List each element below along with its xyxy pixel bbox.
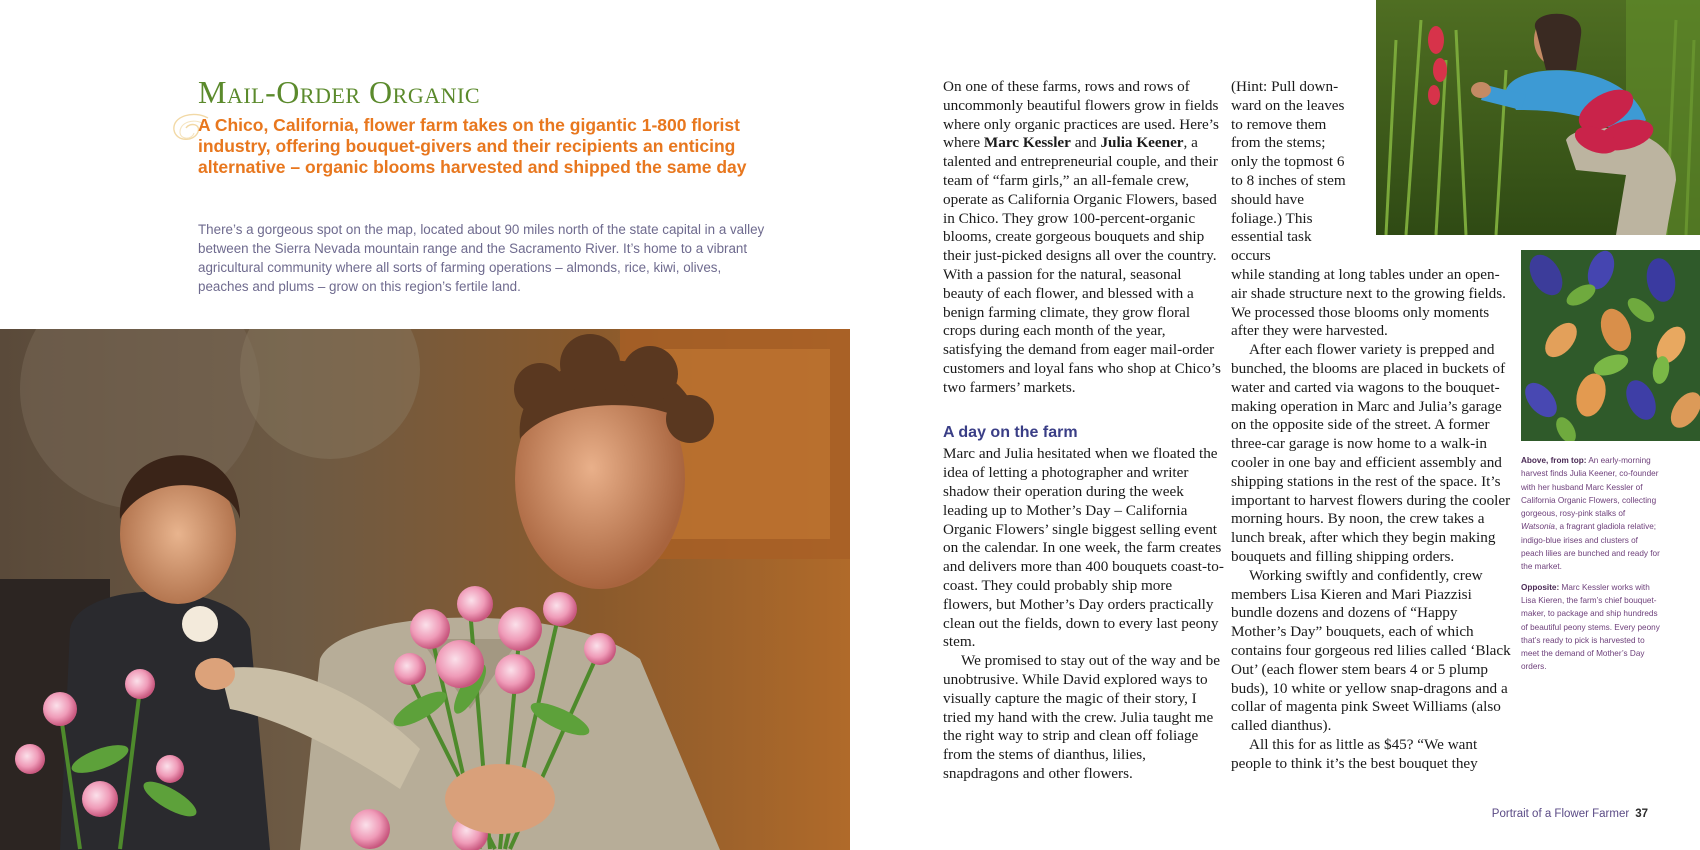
article-intro: There’s a gorgeous spot on the map, located about 90 miles north of the state capital in a valley between the Sierra Nevada mountain range and the Sacramento River. It’s home to a vibrant agricultural community where all sorts of farming operations – almonds, rice, kiwi, olives, peaches and plums – grow on this region’s fertile land. <box>198 222 765 294</box>
section-subhead: A day on the farm <box>943 423 1078 441</box>
body-paragraph: while standing at long tables under an open-air shade structure next to the growing fields. We processed those blooms only moments after they were harvested. <box>1231 265 1506 340</box>
caption-above: Above, from top: An early-morning harvest finds Julia Keener, co-founder with her husband Marc Kessler of California Organic Flowers, collecting gorgeous, rosy-pink stalks of Watsonia, a fragrant gladiola relative; indigo-blue irises and clusters of peach lilies are bunched and ready for the market. <box>1521 456 1660 572</box>
right-page <box>850 0 1700 850</box>
body-paragraph: Marc and Julia hesitated when we floated the idea of letting a photographer and writer shadow their operation during the week leading up to Mother’s Day – California Organic Flowers’ single biggest selling event on the calendar. In one week, the farm creates and delivers more than 400 bouquets coast-to-coast. They could probably ship more flowers, but Mother’s Day orders practically clean out the fields, down to every last peony stem. <box>943 445 1224 651</box>
page-number: 37 <box>1635 808 1648 820</box>
iris-lily-cluster-photo <box>1521 250 1700 441</box>
article-deck: A Chico, California, flower farm takes on the gigantic 1-800 florist industry, offering bouquet-givers and their recipients an enticing alternative – organic blooms harvested and shipped the same day <box>198 115 747 177</box>
article-title: Mail-Order Organic <box>198 74 480 110</box>
body-paragraph: On one of these farms, rows and rows of uncommonly beautiful flowers grow in fields where only organic practices are used. Here’s where Marc Kessler and Julia Keener, a talented and entrepreneurial couple, and their team of “farm girls,” an all-female crew, operate as California Organic Flowers, based in Chico. They grow 100-percent-organic blooms, create gorgeous bouquets and ship their just-picked designs all over the country. With a passion for the natural, seasonal beauty of each flower, and blessed with a benign farming climate, they grow floral crops during each month of the year, satisfying the demand from eager mail-order customers and loyal fans who shop at Chico’s two farmers’ markets. <box>943 78 1221 396</box>
photo-captions <box>1521 454 1661 681</box>
page-footer <box>1492 808 1648 820</box>
body-paragraph: After each flower variety is prepped and bunched, the blooms are placed in buckets of water and carted via wagons to the bouquet-making operation in Marc and Julia’s garage on the opposite side of the street. A former three-car garage is now home to a walk-in cooler in one bay and efficient assembly and shipping stations in the rest of the space. It’s important to harvest flowers during the cooler morning hours. By noon, the crew takes a lunch break, after which they begin making bouquets and filling shipping orders. <box>1231 341 1511 565</box>
body-paragraph: All this for as little as $45? “We want people to think it’s the best bouquet they <box>1231 735 1478 772</box>
caption-opposite: Opposite: Marc Kessler works with Lisa Kieren, the farm’s chief bouquet-maker, to package and ship hundreds of beautiful peony stems. Every peony that’s ready to pick is harvested to meet the demand of Mother’s Day orders. <box>1521 582 1660 672</box>
name-julia-keener: Julia Keener <box>1100 134 1184 152</box>
gladiola-harvest-photo <box>1376 0 1700 235</box>
body-paragraph: Working swiftly and confidently, crew members Lisa Kieren and Mari Piazzisi bundle dozens and dozens of “Happy Mother’s Day” bouquets, each of which contains four gorgeous red lilies called ‘Black Out’ (each flower stem bears 4 or 5 plump buds), 10 white or yellow snap-dragons and a collar of magenta pink Sweet Williams (also called dianthus). <box>1231 566 1511 735</box>
body-column-1 <box>943 78 1225 784</box>
body-paragraph: We promised to stay out of the way and be unobtrusive. While David explored ways to visually capture the magic of their story, I tried my hand with the crew. Julia taught me the right way to strip and clean off foliage from the stems of dianthus, lilies, snapdragons and other flowers. <box>943 652 1221 782</box>
peony-bouquet-photo <box>0 329 850 850</box>
running-book-title: Portrait of a Flower Farmer <box>1491 808 1630 820</box>
body-paragraph: (Hint: Pull down-ward on the leaves to remove them from the stems; only the topmost 6 to 8 inches of stem should have foliage.) This essential task occurs <box>1231 78 1346 265</box>
name-marc-kessler: Marc Kessler <box>983 134 1071 152</box>
